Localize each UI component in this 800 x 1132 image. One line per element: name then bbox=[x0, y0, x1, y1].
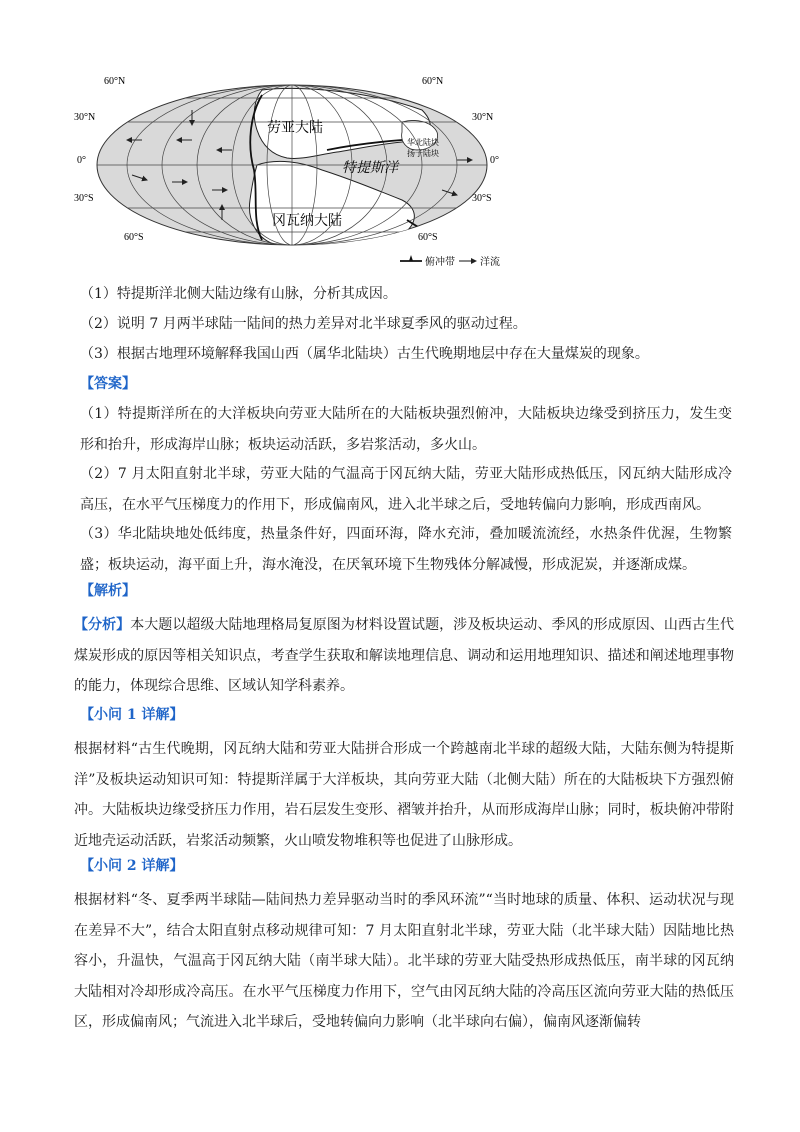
question-2: （2）说明 7 月两半球陆一陆间的热力差异对北半球夏季风的驱动过程。 bbox=[80, 316, 527, 332]
map-legend bbox=[400, 255, 500, 268]
lat-60s-left: 60°S bbox=[124, 232, 144, 243]
q1-detail-heading: 【小问 1 详解】 bbox=[80, 707, 184, 723]
lat-30s-right: 30°S bbox=[472, 193, 492, 204]
lat-60s-right: 60°S bbox=[418, 232, 438, 243]
gondwana-label: 冈瓦纳大陆 bbox=[272, 214, 342, 229]
analysis-heading: 【解析】 bbox=[80, 583, 136, 599]
north-china-label: 华北陆块 bbox=[407, 138, 439, 147]
lat-60n-right: 60°N bbox=[422, 76, 444, 87]
lat-30n-left: 30°N bbox=[74, 112, 96, 123]
answer-3: （3）华北陆块地处低纬度，热量条件好，四面环海，降水充沛，叠加暖流流经，水热条件优渥，生物繁盛；板块运动，海平面上升，海水淹没，在厌氧环境下生物残体分解减慢，形成泥炭，并逐渐成煤。 bbox=[80, 526, 732, 573]
analysis-text: 本大题以超级大陆地理格局复原图为材料设置试题，涉及板块运动、季风的形成原因、山西古生代煤炭形成的原因等相关知识点，考查学生获取和解读地理信息、调动和运用地理知识、描述和阐述地理事物的能力，体现综合思维、区域认知学科素养。 bbox=[74, 617, 735, 694]
paleogeography-map bbox=[72, 70, 512, 270]
lat-60n-left: 60°N bbox=[104, 76, 126, 87]
q1-detail-text: 根据材料“古生代晚期，冈瓦纳大陆和劳亚大陆拼合形成一个跨越南北半球的超级大陆，大陆东侧为特提斯洋”及板块运动知识可知：特提斯洋属于大洋板块，其向劳亚大陆（北侧大陆）所在的大陆板块下方强烈俯冲。大陆板块边缘受挤压力作用，岩石层发生变形、褶皱并抬升，从而形成海岸山脉；同时，板块俯冲带附近地壳运动活跃，岩浆活动频繁，火山喷发物堆积等也促进了山脉形成。 bbox=[74, 741, 734, 849]
legend-current-label: 洋流 bbox=[480, 257, 500, 268]
question-3: （3）根据古地理环境解释我国山西（属华北陆块）古生代晚期地层中存在大量煤炭的现象。 bbox=[80, 346, 649, 362]
lat-eq-right: 0° bbox=[490, 155, 499, 166]
question-1: （1）特提斯洋北侧大陆边缘有山脉，分析其成因。 bbox=[80, 286, 397, 302]
tethys-label: 特提斯洋 bbox=[342, 161, 398, 176]
lat-eq-left: 0° bbox=[77, 155, 86, 166]
yangtze-label: 扬子陆块 bbox=[407, 149, 439, 158]
lat-30n-right: 30°N bbox=[472, 112, 494, 123]
q2-detail-heading: 【小问 2 详解】 bbox=[80, 858, 184, 874]
legend-trench-label: 俯冲带 bbox=[425, 257, 455, 268]
laurasia-label: 劳亚大陆 bbox=[267, 121, 323, 136]
answer-heading: 【答案】 bbox=[80, 376, 136, 392]
answer-2: （2）7 月太阳直射北半球，劳亚大陆的气温高于冈瓦纳大陆，劳亚大陆形成热低压，冈瓦纳大陆形成冷高压，在水平气压梯度力的作用下，形成偏南风，进入北半球之后，受地转偏向力影响，形成西南风。 bbox=[80, 466, 732, 513]
analysis-tag: 【分析】 bbox=[74, 617, 131, 633]
analysis-paragraph bbox=[74, 610, 734, 702]
q2-detail-text: 根据材料“冬、夏季两半球陆—陆间热力差异驱动当时的季风环流”“当时地球的质量、体积、运动状况与现在差异不大”，结合太阳直射点移动规律可知：7 月太阳直射北半球，劳亚大陆（北半球大陆）因陆地比热容小，升温快，气温高于冈瓦纳大陆（南半球大陆）。北半球的劳亚大陆受热形成热低压，南半球的冈瓦纳大陆相对冷却形成冷高压。在水平气压梯度力作用下，空气由冈瓦纳大陆的冷高压区流向劳亚大陆的热低压区，形成偏南风；气流进入北半球后，受地转偏向力影响（北半球向右偏），偏南风逐渐偏转 bbox=[74, 892, 734, 1030]
answer-1: （1）特提斯洋所在的大洋板块向劳亚大陆所在的大陆板块强烈俯冲，大陆板块边缘受到挤压力，发生变形和抬升，形成海岸山脉；板块运动活跃，多岩浆活动，多火山。 bbox=[80, 406, 732, 453]
lat-30s-left: 30°S bbox=[74, 193, 94, 204]
